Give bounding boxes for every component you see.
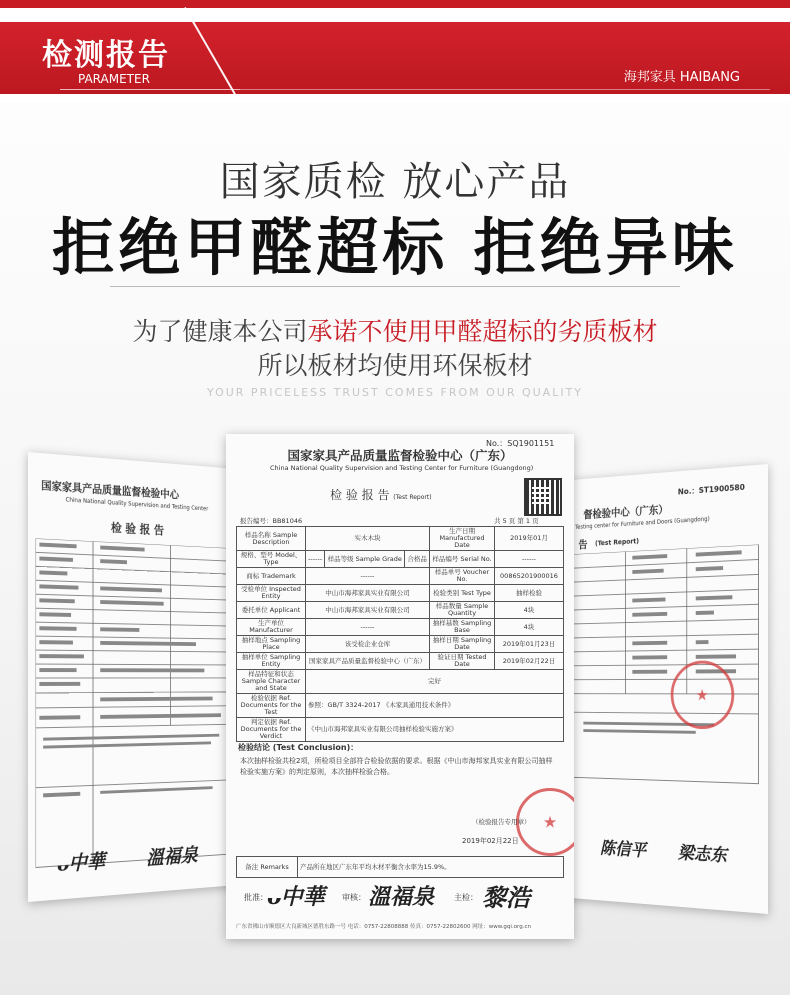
table-cell: 国家家具产品质量监督检验中心（广东） [306, 653, 430, 670]
report-footer: 广东省佛山市顺德区大良新城区德胜东路一号 电话：0757-22808888 传真：0757-22802600 网址：www.gqi.org.cn [236, 924, 531, 930]
table-cell: 中山市海邦家具实业有限公司 [306, 585, 430, 602]
table-cell: 样品特征和状态 Sample Character and State [237, 670, 306, 694]
table-row [237, 653, 564, 670]
table-cell: 该受检企业仓库 [306, 636, 430, 653]
table-cell: 完好 [306, 670, 564, 694]
stamp-note: （检验报告专用章） [472, 818, 531, 826]
header-slash-decoration [184, 7, 240, 102]
headline-primary: 国家质检 放心产品 [219, 159, 571, 205]
table-cell: 抽样检验 [495, 585, 564, 602]
table-cell: 样品等级 Sample Grade [325, 551, 405, 568]
report-org-en: China National Quality Supervision and Testing Center for Furniture (Guangdong) [270, 464, 534, 472]
report-page-info: 共 5 页 第 1 页 [494, 517, 539, 525]
table-row [237, 636, 564, 653]
table-cell: 规格、型号 Model、Type [237, 551, 306, 568]
tested-label: 主检： [454, 893, 478, 902]
report-document-left [28, 452, 239, 902]
table-cell: 2019年01月23日 [495, 636, 564, 653]
table-cell: ------ [495, 551, 564, 568]
table-cell: 中山市海邦家具实业有限公司 [306, 602, 430, 619]
report-info-table [236, 526, 564, 742]
table-cell: 商标 Trademark [237, 568, 306, 585]
description-line-2: 所以板材均使用环保板材 [257, 351, 533, 380]
table-cell: 样品编号 Serial No. [430, 551, 495, 568]
approved-label: 批准： [244, 893, 268, 902]
table-cell: 判定依据 Ref. Documents for the Verdict [237, 718, 306, 742]
table-row [237, 619, 564, 636]
left-report-org-en: China National Quality Supervision and Testing Center [65, 496, 209, 513]
table-row [237, 551, 564, 568]
table-cell: 参照：GB/T 3324-2017 《木家具通用技术条件》 [306, 694, 564, 718]
table-cell: 4块 [495, 619, 564, 636]
table-cell: 样品数量 Sample Quantity [430, 602, 495, 619]
table-cell: ------ [306, 568, 430, 585]
table-cell: 样品名称 Sample Description [237, 527, 306, 551]
conclusion-label: 检验结论 (Test Conclusion)： [238, 743, 359, 752]
right-official-stamp [671, 660, 734, 729]
left-report-table [36, 538, 239, 897]
table-cell: 合格品 [405, 551, 430, 568]
table-row [237, 670, 564, 694]
right-signature-1: 陈信平 [600, 838, 647, 862]
table-row [237, 694, 564, 718]
section-subtitle: PARAMETER [78, 72, 150, 86]
right-report-title-en: (Test Report) [595, 537, 639, 548]
table-cell: 2019年02月22日 [495, 653, 564, 670]
tested-signature: 黎浩 [482, 883, 530, 912]
report-title-row [330, 486, 432, 503]
table-row [237, 718, 564, 742]
right-report-org: 督检验中心（广东） [583, 502, 669, 521]
section-title: 检测报告 [42, 38, 170, 73]
description-highlight: 承诺不使用甲醛超标的劣质板材 [307, 317, 658, 346]
right-report-org-en: Testing center for Furniture and Doors (Guangdong) [575, 515, 710, 531]
remarks-text: 产品所在地区广东年平均木材平衡含水率为15.9%。 [298, 857, 564, 878]
table-cell: 4块 [495, 602, 564, 619]
description-text: 为了健康本公司 [132, 317, 308, 346]
table-cell: 《中山市海邦家具实业有限公司抽样检验实施方案》 [306, 718, 564, 742]
report-serial: 报告编号：BB81046 [240, 517, 303, 525]
brand-name: 海邦家具 HAIBANG [623, 70, 740, 85]
header-divider [60, 89, 240, 90]
table-cell: ------ [306, 551, 325, 568]
tagline: YOUR PRICELESS TRUST COMES FROM OUR QUALITY [206, 386, 584, 399]
description-line-1 [0, 312, 790, 348]
table-row [237, 527, 564, 551]
report-title: 检 验 报 告 [330, 488, 390, 502]
right-report-title: 告 [578, 538, 588, 552]
table-row [237, 602, 564, 619]
qr-code [524, 478, 562, 516]
table-row [237, 857, 564, 878]
right-report-table [567, 544, 768, 824]
header-divider-right [240, 89, 770, 90]
table-cell: 生产日期 Manufactured Date [430, 527, 495, 551]
issue-date: 2019年02月22日 [462, 837, 519, 845]
table-cell: 实木木块 [306, 527, 430, 551]
table-cell: 抽样地点 Sampling Place [237, 636, 306, 653]
report-org: 国家家具产品质量监督检验中心（广东） [287, 448, 513, 463]
left-signature-1: ᴗ中華 [56, 849, 106, 876]
left-report-org: 国家家具产品质量监督检验中心 [41, 478, 180, 502]
conclusion-text: 本次抽样检验共检2项，所检项目全部符合检验依据的要求。根据《中山市海邦家具实业有限公司抽样检验实施方案》的判定原则，本次抽样检验合格。 [240, 757, 553, 776]
table-cell: 委托单位 Applicant [237, 602, 306, 619]
reviewed-label: 审核： [342, 893, 366, 902]
table-cell: 样品单号 Voucher No. [430, 568, 495, 585]
left-report-title: 检 验 报 告 [111, 520, 165, 538]
right-report-number: No.：ST1900580 [677, 482, 745, 497]
remarks-table [236, 856, 564, 878]
table-cell: 受检单位 Inspected Entity [237, 585, 306, 602]
left-signature-2: 溫福泉 [146, 843, 198, 870]
report-document-right [567, 464, 768, 914]
headline-bold: 拒绝甲醛超标 拒绝异味 [52, 211, 738, 284]
report-number: No.：SQ1901151 [486, 439, 555, 448]
header-top-strip [0, 0, 790, 8]
report-title-en: (Test Report) [393, 494, 432, 501]
headline-divider [110, 286, 680, 287]
table-cell: 抽样日期 Sampling Date [430, 636, 495, 653]
table-cell: 抽样单位 Sampling Entity [237, 653, 306, 670]
table-cell: 2019年01月 [495, 527, 564, 551]
table-cell: 验证日期 Tested Date [430, 653, 495, 670]
right-signature-2: 梁志东 [677, 842, 727, 867]
table-cell: 检验类别 Test Type [430, 585, 495, 602]
table-cell: 检验依据 Ref. Documents for the Test [237, 694, 306, 718]
remarks-label: 备注 Remarks [237, 857, 298, 878]
approved-signature: ᴗ中華 [266, 884, 325, 910]
table-cell: 抽样基数 Sampling Base [430, 619, 495, 636]
header-bar [0, 22, 790, 94]
table-row [237, 585, 564, 602]
table-row [237, 568, 564, 585]
reviewed-signature: 溫福泉 [368, 884, 435, 910]
table-cell: ------ [306, 619, 430, 636]
table-cell: 00865201900016 [495, 568, 564, 585]
table-cell: 生产单位 Manufacturer [237, 619, 306, 636]
report-document-center [226, 434, 574, 939]
